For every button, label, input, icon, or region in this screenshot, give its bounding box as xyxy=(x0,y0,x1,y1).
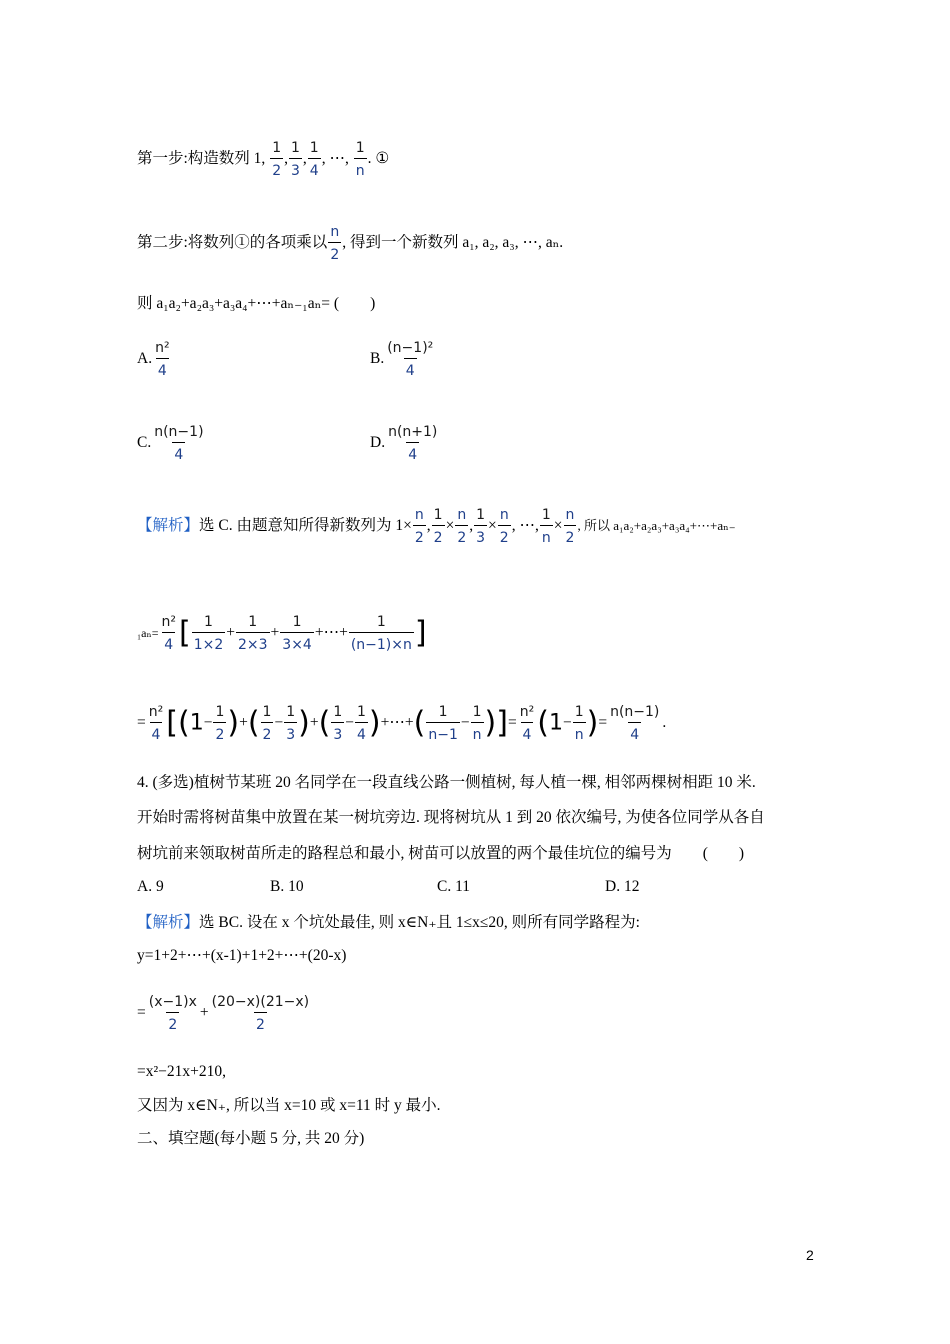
fraction-1-n: $\frac{1}{n}$ xyxy=(355,140,365,179)
question-line: 则 a₁a₂+a₂a₃+a₃a₄+⋯+aₙ₋₁aₙ= ( ) xyxy=(137,295,376,312)
step1-text: 第一步:构造数列 1, xyxy=(137,150,266,168)
step2-line: 第二步:将数列①的各项乘以 $\frac{n}{2}$ , 得到一个新数列 a₁, a₂, a₃, ⋯, aₙ. xyxy=(137,224,564,263)
analysis1-line1: 【解析】选 C. 由题意知所得新数列为 1× $\frac{n}{2}$ , $\frac{1}{2}$ × $\frac{n}{2}$ , $\frac{1}{3}$ × $\frac{n}{2}$ , ⋯, $\frac{1}{n}$ × $\frac{n}{2}$ , 所以 a₁a₂+a₂a₃+a₃a₄+⋯+aₙ₋ xyxy=(137,507,736,546)
q4-option-a[interactable]: A. 9 xyxy=(137,878,164,895)
fraction-1-4: $\frac{1}{4}$ xyxy=(309,140,319,179)
analysis1-line3: = $\frac{\text{n²}}{4}$ [(1− $\frac{1}{2}$ )+( $\frac{1}{2}$ − $\frac{1}{3}$ )+( $\frac{1}{3}$ − $\frac{1}{4}$ )+⋯+( $\frac{1}{n-1}$ − $\frac{1}{n}$ )]= $\frac{\text{n²}}{4}$ (1− $\frac{1}{n}$ )= $\frac{n(n-1)}{4}$ . xyxy=(137,704,667,743)
step1-line: 第一步:构造数列 1, $\frac{1}{2}$ , $\frac{1}{3}$ , $\frac{1}{4}$ , ⋯, $\frac{1}{n}$ . ① xyxy=(137,140,390,179)
fraction-n-2: $\frac{n}{2}$ xyxy=(330,224,340,263)
section2-heading: 二、填空题(每小题 5 分, 共 20 分) xyxy=(137,1130,365,1147)
analysis-tag: 【解析】 xyxy=(137,517,200,535)
option-d[interactable]: D. $\frac{n(n+1)}{4}$ xyxy=(370,424,438,463)
option-a[interactable]: A. $\frac{\text{n²}}{4}$ xyxy=(137,340,170,379)
analysis2-line1: 【解析】选 BC. 设在 x 个坑处最佳, 则 x∈N₊且 1≤x≤20, 则所有同学路程为: xyxy=(137,914,640,931)
analysis-tag: 【解析】 xyxy=(137,914,200,931)
q4-option-d[interactable]: D. 12 xyxy=(605,878,640,895)
page-number: 2 xyxy=(806,1247,814,1263)
q4-line1: 4. (多选)植树节某班 20 名同学在一段直线公路一侧植树, 每人植一棵, 相邻两棵树相距 10 米. xyxy=(137,774,756,791)
analysis2-eq2: = $\frac{(x-1)x}{2}$ + $\frac{(20-x)(21-x)}{2}$ xyxy=(137,994,310,1033)
analysis2-eq1: y=1+2+⋯+(x-1)+1+2+⋯+(20-x) xyxy=(137,947,347,964)
q4-line3: 树坑前来领取树苗所走的路程总和最小, 树苗可以放置的两个最佳坑位的编号为 ( ) xyxy=(137,845,745,862)
q4-option-c[interactable]: C. 11 xyxy=(437,878,471,895)
fraction-1-3: $\frac{1}{3}$ xyxy=(290,140,300,179)
option-c[interactable]: C. $\frac{n(n-1)}{4}$ xyxy=(137,424,204,463)
q4-line2: 开始时需将树苗集中放置在某一树坑旁边. 现将树坑从 1 到 20 依次编号, 为使各位同学从各自 xyxy=(137,809,765,826)
fraction-1-2: $\frac{1}{2}$ xyxy=(272,140,282,179)
option-b[interactable]: B. $\frac{\text{(n−1)²}}{4}$ xyxy=(370,340,434,379)
analysis2-eq3: =x²−21x+210, xyxy=(137,1063,226,1080)
analysis1-line2: ₁aₙ= $\frac{\text{n²}}{4}$ [ $\frac{1}{1\times 2}$ + $\frac{1}{2\times 3}$ + $\frac{1}{3\times 4}$ +⋯+ $\frac{1}{(n-1)\times n}$ ] xyxy=(137,614,427,653)
q4-option-b[interactable]: B. 10 xyxy=(270,878,304,895)
analysis2-conclusion: 又因为 x∈N₊, 所以当 x=10 或 x=11 时 y 最小. xyxy=(137,1097,441,1114)
